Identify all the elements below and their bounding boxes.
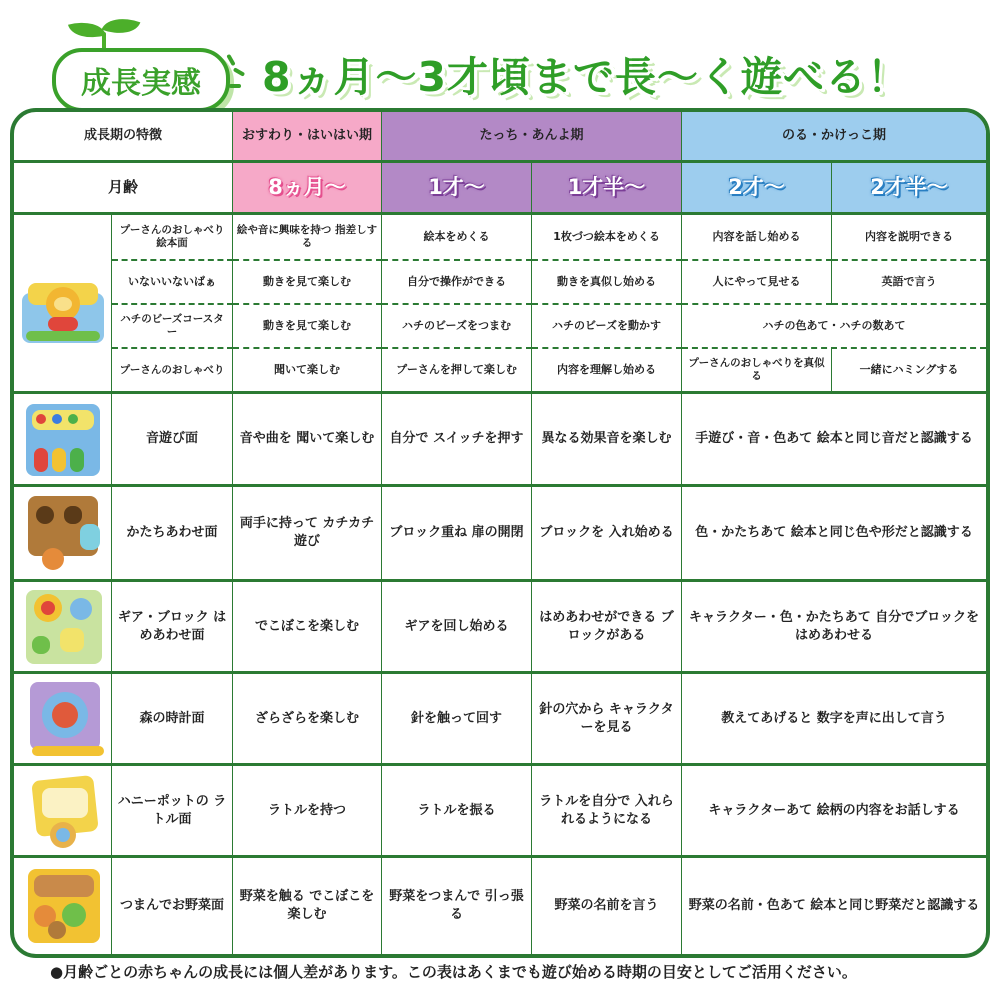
cell: プーさんを押して楽しむ [382, 349, 532, 394]
sprout-leaf-left [68, 16, 106, 44]
cell: 両手に持って カチカチ遊び [233, 487, 382, 582]
corner-label: 成長期の特徴 [14, 112, 233, 163]
feature-music-face: 音遊び面 [112, 394, 233, 487]
period-sit-crawl: おすわり・はいはい期 [233, 112, 382, 163]
cell: ハチのビーズをつまむ [382, 305, 532, 349]
cell: 自分で スイッチを押す [382, 394, 532, 487]
age-1-year-text: 1才〜 [428, 175, 485, 200]
cell: 異なる効果音を楽しむ [532, 394, 682, 487]
cell: 手遊び・音・色あて 絵本と同じ音だと認識する [682, 394, 986, 487]
period-ride-run: のる・かけっこ期 [682, 112, 986, 163]
cell: 絵本をめくる [382, 215, 532, 261]
cell: ハチの色あて・ハチの数あて [682, 305, 986, 349]
cell: 色・かたちあて 絵本と同じ色や形だと認識する [682, 487, 986, 582]
sprout-leaf-right [102, 11, 141, 41]
cell: 英語で言う [832, 261, 986, 305]
cell: ブロック重ね 扉の開閉 [382, 487, 532, 582]
vegetable-toy-icon [14, 858, 112, 954]
cell: 自分で操作ができる [382, 261, 532, 305]
age-1-5-years [532, 163, 682, 215]
cell: 動きを見て楽しむ [233, 305, 382, 349]
age-2-years-text: 2才〜 [728, 175, 785, 200]
cell: 内容を説明できる [832, 215, 986, 261]
feature-bee-bead-coaster: ハチのビーズコースター [112, 305, 233, 349]
cell: 内容を理解し始める [532, 349, 682, 394]
growth-badge [52, 14, 237, 109]
feature-pooh-talking-book: プーさんのおしゃべり絵本面 [112, 215, 233, 261]
feature-clock-face: 森の時計面 [112, 674, 233, 766]
feature-pooh-talking: プーさんのおしゃべり [112, 349, 233, 394]
cell: 一緒にハミングする [832, 349, 986, 394]
cell: 内容を話し始める [682, 215, 832, 261]
page-header [0, 0, 1000, 112]
gear-block-toy-icon [14, 582, 112, 674]
cell: はめあわせができる ブロックがある [532, 582, 682, 674]
cell: 野菜の名前を言う [532, 858, 682, 954]
cell: ブロックを 入れ始める [532, 487, 682, 582]
age-1-year [382, 163, 532, 215]
age-8-months [233, 163, 382, 215]
cell: でこぼこを楽しむ [233, 582, 382, 674]
growth-table [10, 108, 990, 958]
cell: 野菜の名前・色あて 絵本と同じ野菜だと認識する [688, 898, 980, 914]
cell: 動きを真似し始める [532, 261, 682, 305]
cell: 人にやって見せる [682, 261, 832, 305]
feature-rattle-face: ハニーポットの ラトル面 [112, 766, 233, 858]
cell: 野菜をつまんで 引っ張る [382, 858, 532, 954]
cell: 動きを見て楽しむ [233, 261, 382, 305]
page-title: 8ヵ月〜3才頃まで長〜く遊べる！ [262, 53, 910, 101]
music-panel-toy-icon [14, 394, 112, 487]
cell: 教えてあげると 数字を声に出して言う [682, 674, 986, 766]
badge-label: 成長実感 [52, 48, 230, 112]
cell: ラトルを持つ [233, 766, 382, 858]
feature-peekaboo: いないいないばぁ [112, 261, 233, 305]
age-2-5-years-text: 2才半〜 [870, 175, 948, 200]
feature-gear-block-face: ギア・ブロック はめあわせ面 [112, 582, 233, 674]
cell: ハチのビーズを動かす [532, 305, 682, 349]
honey-pot-rattle-toy-icon [14, 766, 112, 858]
footnote: ●月齢ごとの赤ちゃんの成長には個人差があります。この表はあくまでも遊び始める時期の目安としてご活用ください。 [50, 962, 857, 981]
age-2-years [682, 163, 832, 215]
cell: 聞いて楽しむ [233, 349, 382, 394]
cell: ラトルを自分で 入れられるようになる [532, 766, 682, 858]
cell: 針の穴から キャラクターを見る [532, 674, 682, 766]
cell: 針を触って回す [382, 674, 532, 766]
clock-toy-icon [14, 674, 112, 766]
cell: キャラクター・色・かたちあて 自分でブロックをはめあわせる [682, 582, 986, 674]
cell: 音や曲を 聞いて楽しむ [233, 394, 382, 487]
cell: ラトルを振る [382, 766, 532, 858]
shape-sorter-toy-icon [14, 487, 112, 582]
cell: プーさんのおしゃべりを真似る [682, 349, 832, 394]
age-8-months-text: 8ヵ月〜 [268, 175, 346, 200]
cell: キャラクターあて 絵柄の内容をお話しする [682, 766, 986, 858]
feature-shape-sorter-face: かたちあわせ面 [112, 487, 233, 582]
cell: 1枚づつ絵本をめくる [532, 215, 682, 261]
cell: ざらざらを楽しむ [233, 674, 382, 766]
period-stand-walk: たっち・あんよ期 [382, 112, 682, 163]
winnie-the-pooh-toy-icon [14, 215, 112, 394]
age-2-5-years [832, 163, 986, 215]
age-1-5-years-text: 1才半〜 [567, 175, 646, 200]
sparkle-icon [227, 54, 245, 94]
cell: 野菜を触る でこぼこを楽しむ [233, 858, 382, 954]
cell: 絵や音に興味を持つ 指差しする [233, 215, 382, 261]
age-label: 月齢 [14, 163, 233, 215]
feature-vegetable-face: つまんでお野菜面 [112, 858, 233, 954]
cell: ギアを回し始める [382, 582, 532, 674]
